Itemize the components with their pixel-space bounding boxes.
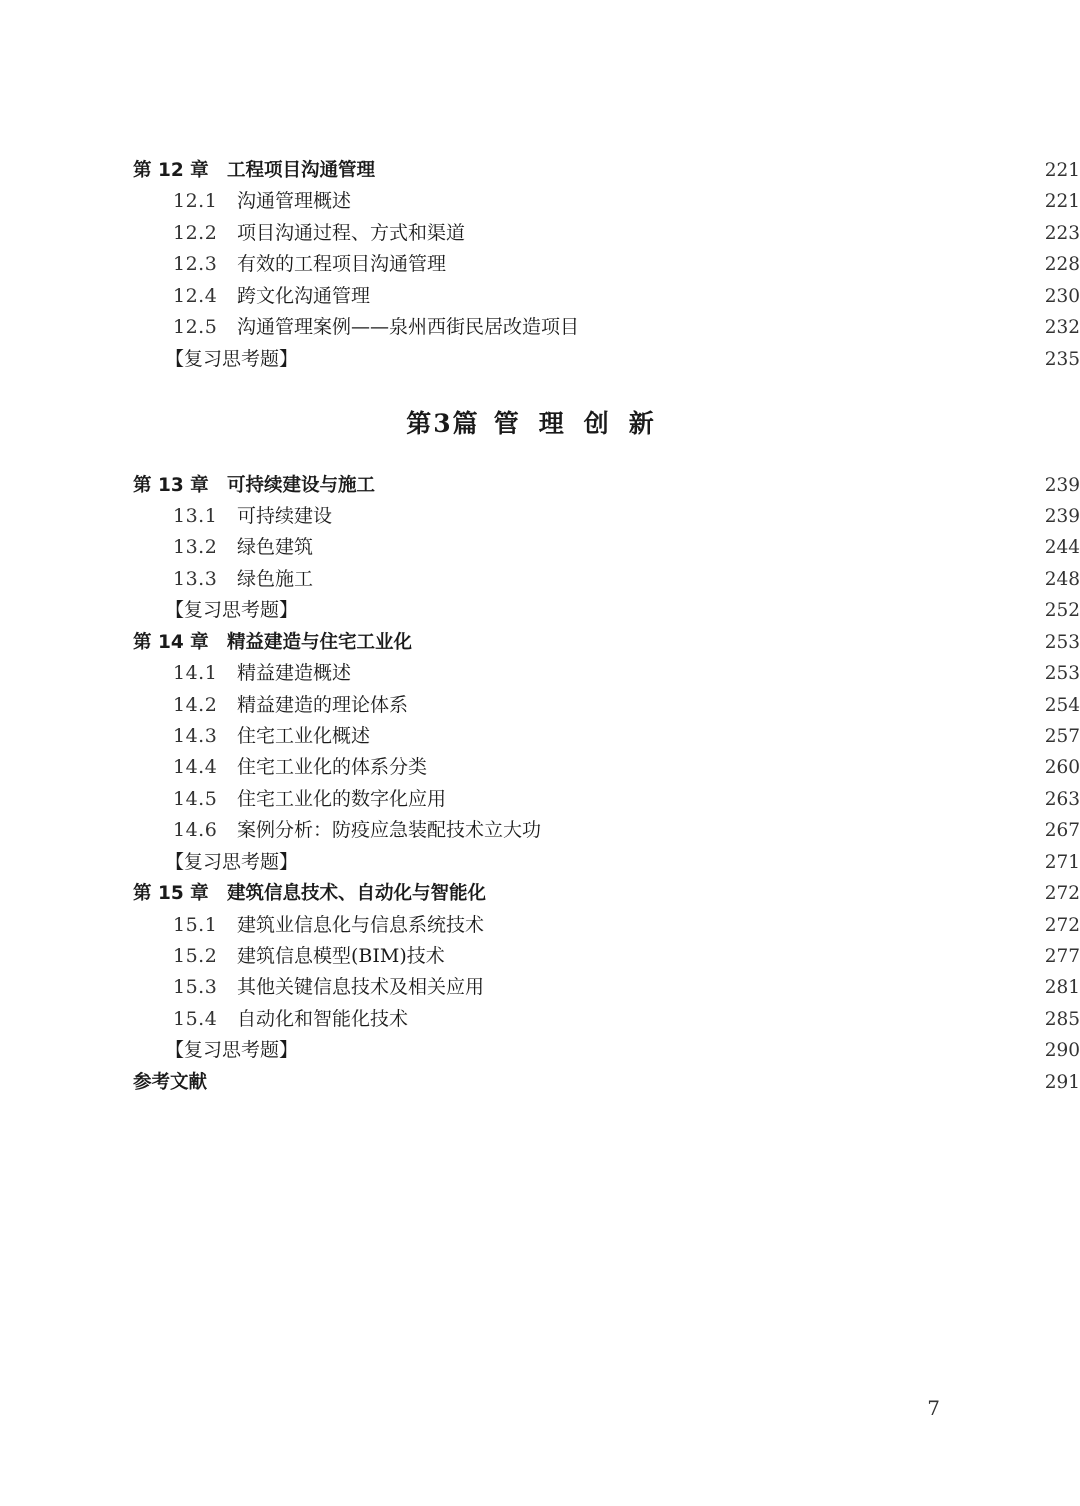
leader-dots <box>451 941 1032 972</box>
page-ref: 290 <box>1044 1040 1080 1061</box>
leader-dots <box>452 784 1032 815</box>
page-ref: 281 <box>1044 977 1080 998</box>
leader-dots <box>547 815 1032 846</box>
toc-section[interactable] <box>0 721 1080 752</box>
toc-section[interactable] <box>0 564 1080 595</box>
leader-dots <box>357 186 1032 217</box>
page-ref: 257 <box>1044 726 1080 747</box>
page-number: 7 <box>927 1396 940 1420</box>
toc-review-questions[interactable] <box>0 595 1080 626</box>
leader-dots <box>585 312 1032 343</box>
references-title: 参考文献 <box>133 1072 208 1093</box>
review-title: 【复习思考题】 <box>165 348 299 370</box>
leader-dots <box>376 281 1032 312</box>
page-ref: 254 <box>1044 695 1080 716</box>
section-number: 14.4 <box>173 756 218 778</box>
page-ref: 263 <box>1044 789 1080 810</box>
section-title: 沟通管理案例——泉州西街民居改造项目 <box>237 316 580 338</box>
leader-dots <box>376 721 1032 752</box>
page-ref: 272 <box>1044 883 1080 904</box>
section-number: 15.4 <box>173 1008 218 1030</box>
chapter-title: 可持续建设与施工 <box>227 475 376 496</box>
toc-section[interactable] <box>0 532 1080 563</box>
chapter-number: 第 13 章 <box>133 475 209 496</box>
leader-dots <box>320 847 1032 878</box>
section-number: 15.2 <box>173 945 218 967</box>
toc-section[interactable] <box>0 815 1080 846</box>
toc-section[interactable] <box>0 249 1080 280</box>
section-number: 12.5 <box>173 316 218 338</box>
toc-section[interactable] <box>0 186 1080 217</box>
toc-section[interactable] <box>0 312 1080 343</box>
page-ref: 230 <box>1044 286 1080 307</box>
chapter-number: 第 12 章 <box>133 160 209 181</box>
section-number: 14.1 <box>173 662 218 684</box>
leader-dots <box>320 595 1032 626</box>
section-number: 13.3 <box>173 568 218 590</box>
section-title: 沟通管理概述 <box>237 190 352 212</box>
section-number: 14.5 <box>173 788 218 810</box>
leader-dots <box>319 532 1032 563</box>
page-ref: 239 <box>1044 475 1080 496</box>
chapter-number: 第 15 章 <box>133 883 209 904</box>
part-name: 管理创新 <box>493 409 674 438</box>
toc-section[interactable] <box>0 690 1080 721</box>
toc-section[interactable] <box>0 910 1080 941</box>
page-ref: 260 <box>1044 757 1080 778</box>
part-heading <box>0 404 1080 440</box>
section-number: 13.2 <box>173 536 218 558</box>
section-number: 14.6 <box>173 819 218 841</box>
section-number: 12.4 <box>173 285 218 307</box>
page-ref: 272 <box>1044 915 1080 936</box>
section-title: 建筑信息模型(BIM)技术 <box>237 945 445 967</box>
section-title: 绿色建筑 <box>237 536 314 558</box>
leader-dots <box>418 627 1032 658</box>
toc-chapter-14[interactable] <box>0 627 1080 658</box>
leader-dots <box>414 1004 1032 1035</box>
toc-section[interactable] <box>0 752 1080 783</box>
section-title: 项目沟通过程、方式和渠道 <box>237 222 466 244</box>
section-number: 13.1 <box>173 505 218 527</box>
section-title: 其他关键信息技术及相关应用 <box>237 976 485 998</box>
section-title: 自动化和智能化技术 <box>237 1008 409 1030</box>
page-ref: 271 <box>1044 852 1080 873</box>
page-ref: 267 <box>1044 820 1080 841</box>
section-title: 住宅工业化的数字化应用 <box>237 788 447 810</box>
leader-dots <box>300 1035 1032 1066</box>
leader-dots <box>320 344 1032 375</box>
section-title: 精益建造的理论体系 <box>237 694 409 716</box>
leader-dots <box>433 752 1032 783</box>
page-ref: 223 <box>1044 223 1080 244</box>
review-title: 【复习思考题】 <box>165 599 299 621</box>
page-ref: 253 <box>1044 632 1080 653</box>
leader-dots <box>452 249 1032 280</box>
review-title: 【复习思考题】 <box>165 851 299 873</box>
toc-section[interactable] <box>0 218 1080 249</box>
section-number: 15.3 <box>173 976 218 998</box>
toc-section[interactable] <box>0 784 1080 815</box>
section-title: 案例分析：防疫应急装配技术立大功 <box>237 819 542 841</box>
page-ref: 239 <box>1044 506 1080 527</box>
section-number: 12.3 <box>173 253 218 275</box>
section-title: 有效的工程项目沟通管理 <box>237 253 447 275</box>
section-number: 12.1 <box>173 190 218 212</box>
toc-section[interactable] <box>0 658 1080 689</box>
toc-chapter-12[interactable] <box>0 155 1080 186</box>
page-ref: 277 <box>1044 946 1080 967</box>
toc-references[interactable] <box>0 1067 1080 1098</box>
page-ref: 291 <box>1044 1072 1080 1093</box>
page-ref: 232 <box>1044 317 1080 338</box>
toc-review-questions[interactable] <box>0 847 1080 878</box>
leader-dots <box>319 564 1032 595</box>
page-ref: 244 <box>1044 537 1080 558</box>
leader-dots <box>492 878 1032 909</box>
page-ref: 228 <box>1044 254 1080 275</box>
toc-section[interactable] <box>0 281 1080 312</box>
leader-dots <box>414 690 1032 721</box>
section-title: 可持续建设 <box>237 505 333 527</box>
leader-dots <box>490 972 1032 1003</box>
toc-section[interactable] <box>0 941 1080 972</box>
toc-review-questions[interactable] <box>0 344 1080 375</box>
section-title: 住宅工业化概述 <box>237 725 371 747</box>
toc-section[interactable] <box>0 972 1080 1003</box>
page-ref: 221 <box>1044 191 1080 212</box>
toc-chapter-13[interactable] <box>0 470 1080 501</box>
section-title: 跨文化沟通管理 <box>237 285 371 307</box>
page-ref: 285 <box>1044 1009 1080 1030</box>
toc-section[interactable] <box>0 1004 1080 1035</box>
chapter-title: 精益建造与住宅工业化 <box>227 632 413 653</box>
section-title: 绿色施工 <box>237 568 314 590</box>
page-ref: 221 <box>1044 160 1080 181</box>
leader-dots <box>490 910 1032 941</box>
page-ref: 248 <box>1044 569 1080 590</box>
chapter-title: 建筑信息技术、自动化与智能化 <box>227 883 487 904</box>
leader-dots <box>357 658 1032 689</box>
page-ref: 235 <box>1044 349 1080 370</box>
leader-dots <box>471 218 1032 249</box>
section-number: 14.2 <box>173 694 218 716</box>
leader-dots <box>381 155 1032 186</box>
leader-dots <box>381 470 1032 501</box>
section-title: 住宅工业化的体系分类 <box>237 756 428 778</box>
toc-chapter-15[interactable] <box>0 878 1080 909</box>
chapter-title: 工程项目沟通管理 <box>227 160 376 181</box>
section-number: 14.3 <box>173 725 218 747</box>
section-number: 12.2 <box>173 222 218 244</box>
part-prefix: 第3篇 <box>406 409 480 438</box>
page-ref: 253 <box>1044 663 1080 684</box>
leader-dots <box>209 1067 1032 1098</box>
section-title: 精益建造概述 <box>237 662 352 684</box>
section-number: 15.1 <box>173 914 218 936</box>
toc-review-questions[interactable] <box>0 1035 1080 1066</box>
chapter-number: 第 14 章 <box>133 632 209 653</box>
section-title: 建筑业信息化与信息系统技术 <box>237 914 485 936</box>
toc-section[interactable] <box>0 501 1080 532</box>
review-title: 【复习思考题】 <box>165 1039 299 1061</box>
page-ref: 252 <box>1044 600 1080 621</box>
leader-dots <box>338 501 1032 532</box>
